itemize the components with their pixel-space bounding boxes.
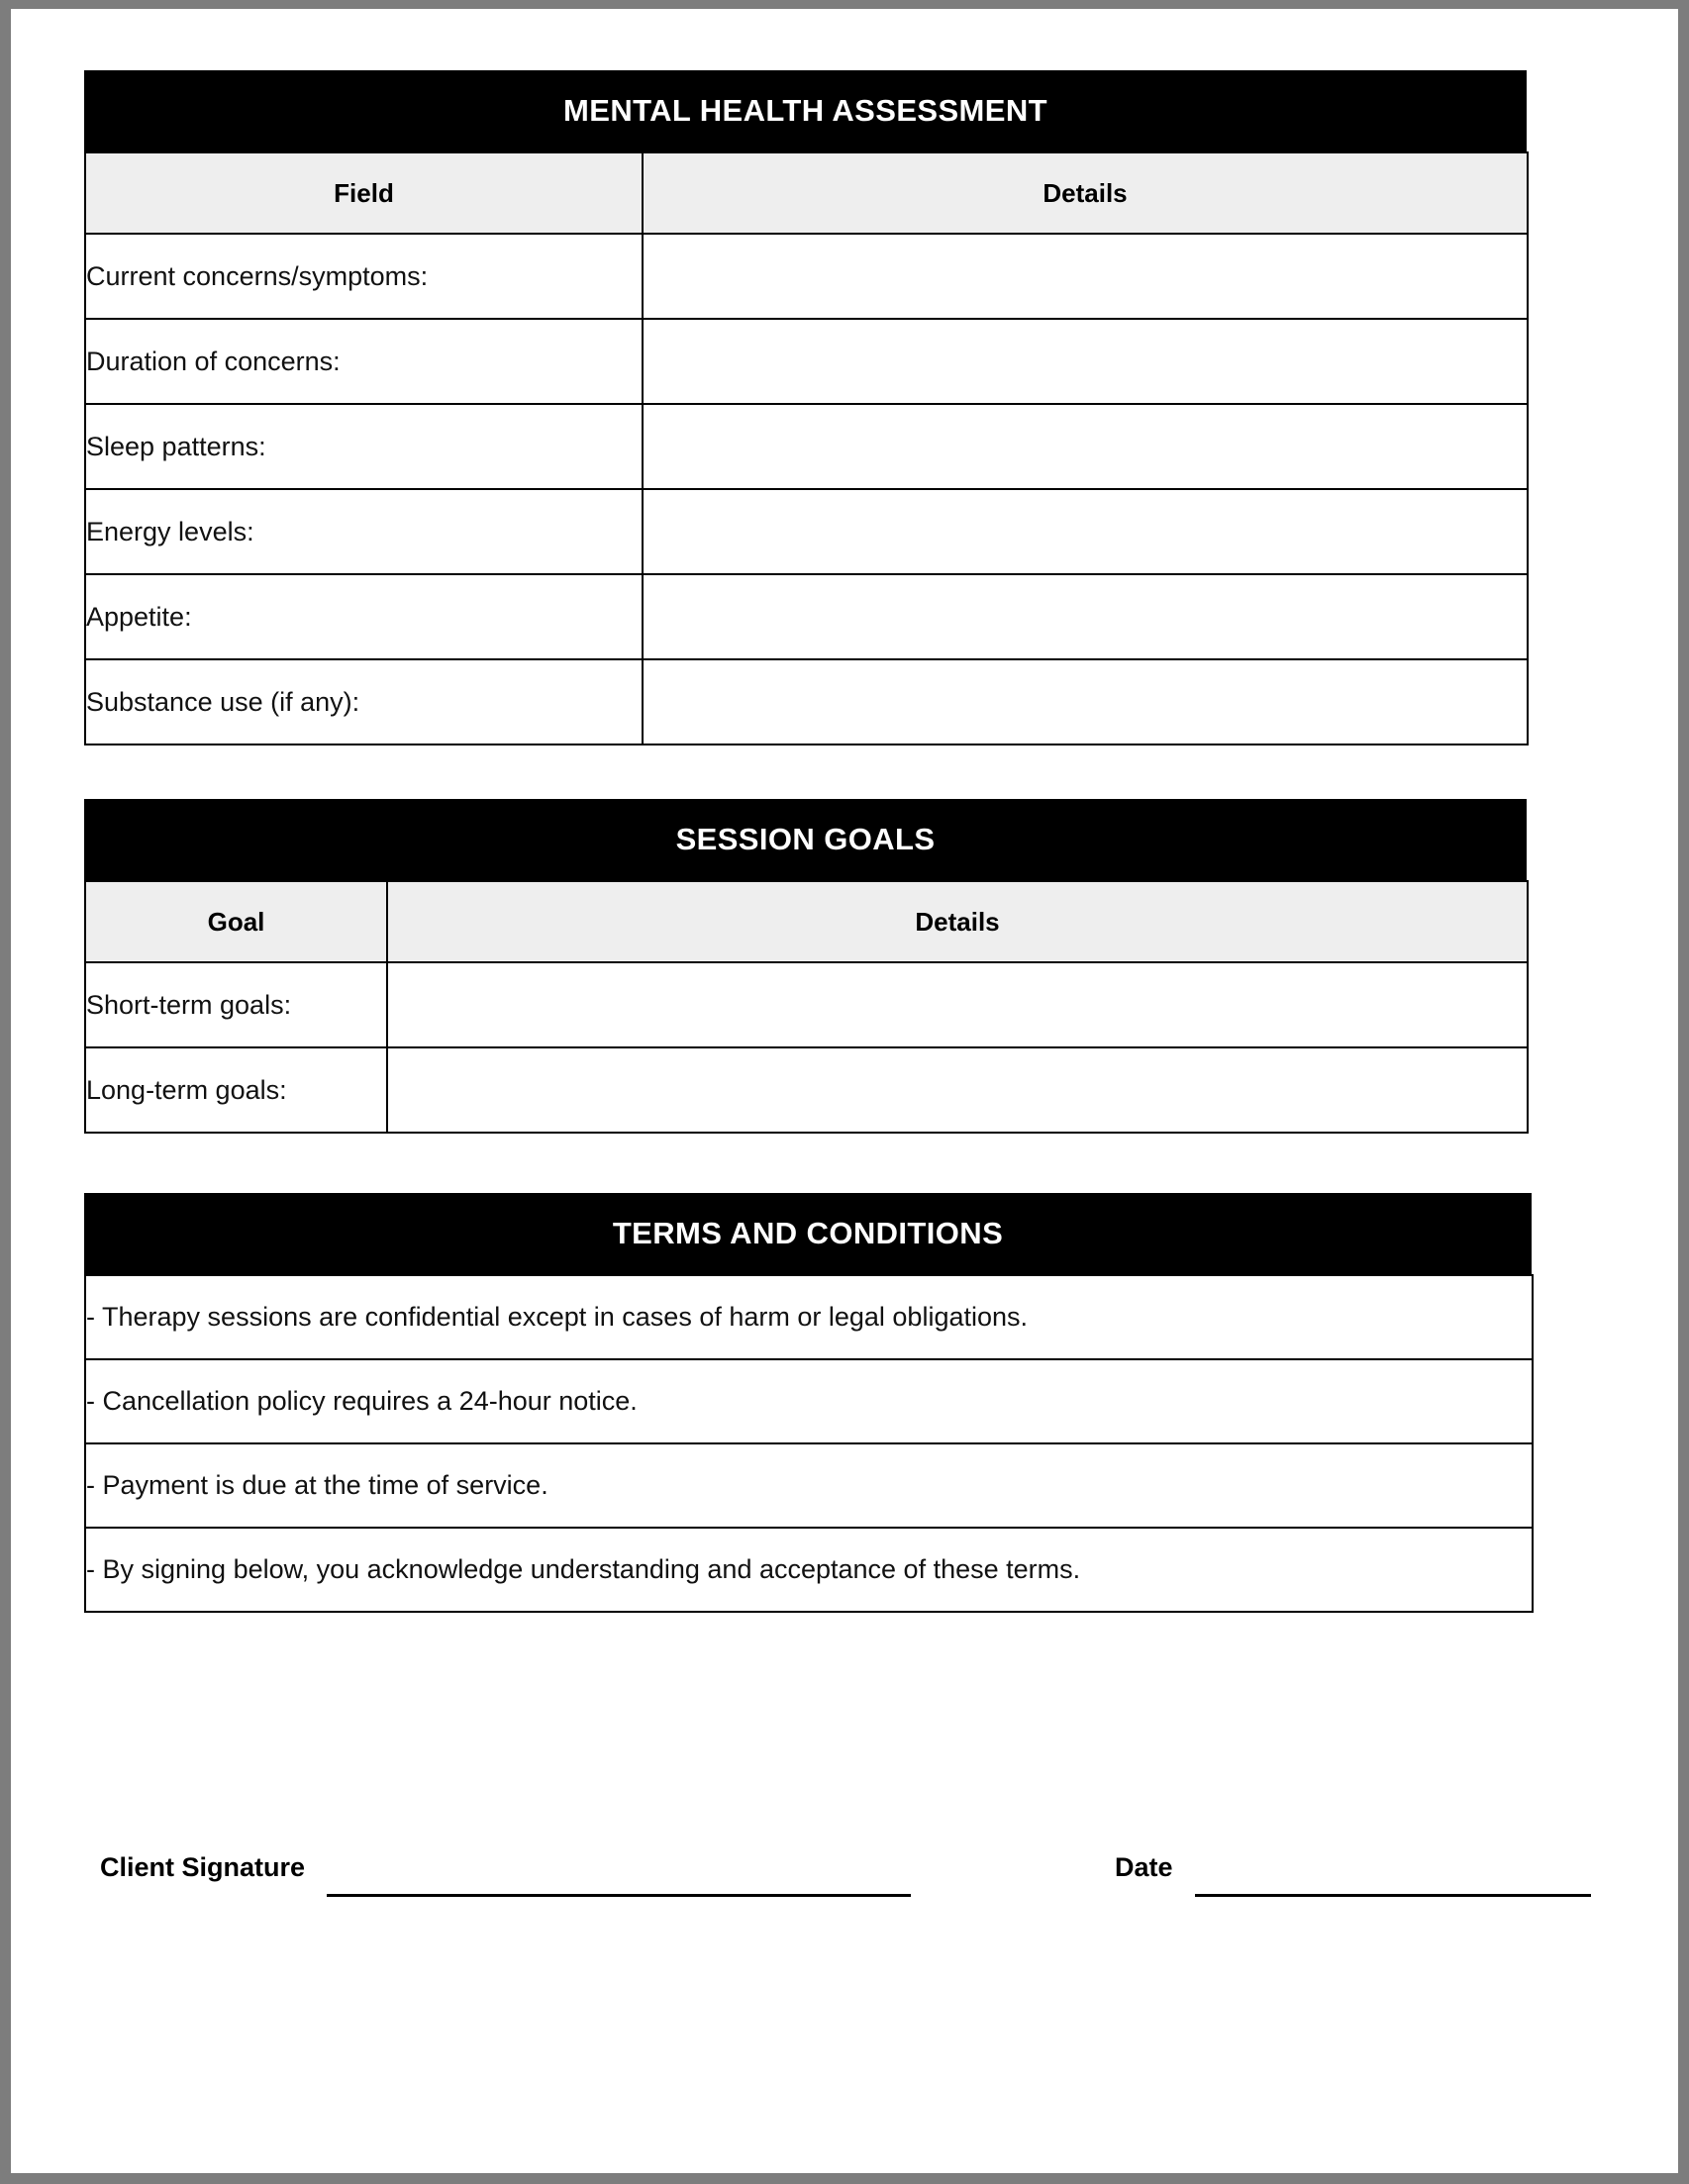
date-group — [1115, 1850, 1591, 1897]
list-item — [85, 1275, 1533, 1359]
assessment-detail-input[interactable] — [643, 574, 1528, 659]
terms-item: - Therapy sessions are confidential except in cases of harm or legal obligations. — [85, 1275, 1533, 1359]
session-goals-header-row — [85, 881, 1528, 962]
date-line[interactable] — [1195, 1850, 1591, 1897]
assessment-detail-input[interactable] — [643, 319, 1528, 404]
table-row — [85, 1047, 1528, 1133]
terms-title-bar: TERMS AND CONDITIONS — [84, 1193, 1532, 1274]
table-row — [85, 489, 1528, 574]
table-row — [85, 234, 1528, 319]
session-goals-header-details: Details — [387, 881, 1528, 962]
session-goal-detail-input[interactable] — [387, 1047, 1528, 1133]
assessment-field-label: Duration of concerns: — [85, 319, 643, 404]
table-row — [85, 404, 1528, 489]
date-label: Date — [1115, 1852, 1173, 1882]
assessment-header-details: Details — [643, 152, 1528, 234]
assessment-field-label: Energy levels: — [85, 489, 643, 574]
session-goal-label: Long-term goals: — [85, 1047, 387, 1133]
list-item — [85, 1528, 1533, 1612]
list-item — [85, 1359, 1533, 1443]
assessment-field-label: Substance use (if any): — [85, 659, 643, 745]
assessment-detail-input[interactable] — [643, 404, 1528, 489]
list-item — [85, 1443, 1533, 1528]
terms-item: - By signing below, you acknowledge understanding and acceptance of these terms. — [85, 1528, 1533, 1612]
assessment-field-label: Sleep patterns: — [85, 404, 643, 489]
assessment-header-row — [85, 152, 1528, 234]
assessment-title-bar: MENTAL HEALTH ASSESSMENT — [84, 70, 1527, 151]
table-row — [85, 319, 1528, 404]
terms-item: - Payment is due at the time of service. — [85, 1443, 1533, 1528]
signature-area — [100, 1850, 1615, 1959]
session-goals-header-goal: Goal — [85, 881, 387, 962]
session-goal-detail-input[interactable] — [387, 962, 1528, 1047]
document-page — [11, 9, 1678, 2173]
assessment-field-label: Current concerns/symptoms: — [85, 234, 643, 319]
table-row — [85, 659, 1528, 745]
session-goals-title-bar: SESSION GOALS — [84, 799, 1527, 880]
terms-table — [84, 1274, 1534, 1613]
session-goal-label: Short-term goals: — [85, 962, 387, 1047]
assessment-header-field: Field — [85, 152, 643, 234]
assessment-detail-input[interactable] — [643, 659, 1528, 745]
assessment-detail-input[interactable] — [643, 489, 1528, 574]
terms-item: - Cancellation policy requires a 24-hour notice. — [85, 1359, 1533, 1443]
table-row — [85, 574, 1528, 659]
assessment-table — [84, 151, 1529, 745]
client-signature-label: Client Signature — [100, 1852, 306, 1882]
mental-health-assessment-section — [84, 70, 1527, 745]
session-goals-section — [84, 799, 1527, 1134]
assessment-field-label: Appetite: — [85, 574, 643, 659]
terms-and-conditions-section — [84, 1193, 1532, 1613]
client-signature-line[interactable] — [327, 1850, 911, 1897]
assessment-detail-input[interactable] — [643, 234, 1528, 319]
client-signature-group — [100, 1850, 911, 1897]
table-row — [85, 962, 1528, 1047]
session-goals-table — [84, 880, 1529, 1134]
